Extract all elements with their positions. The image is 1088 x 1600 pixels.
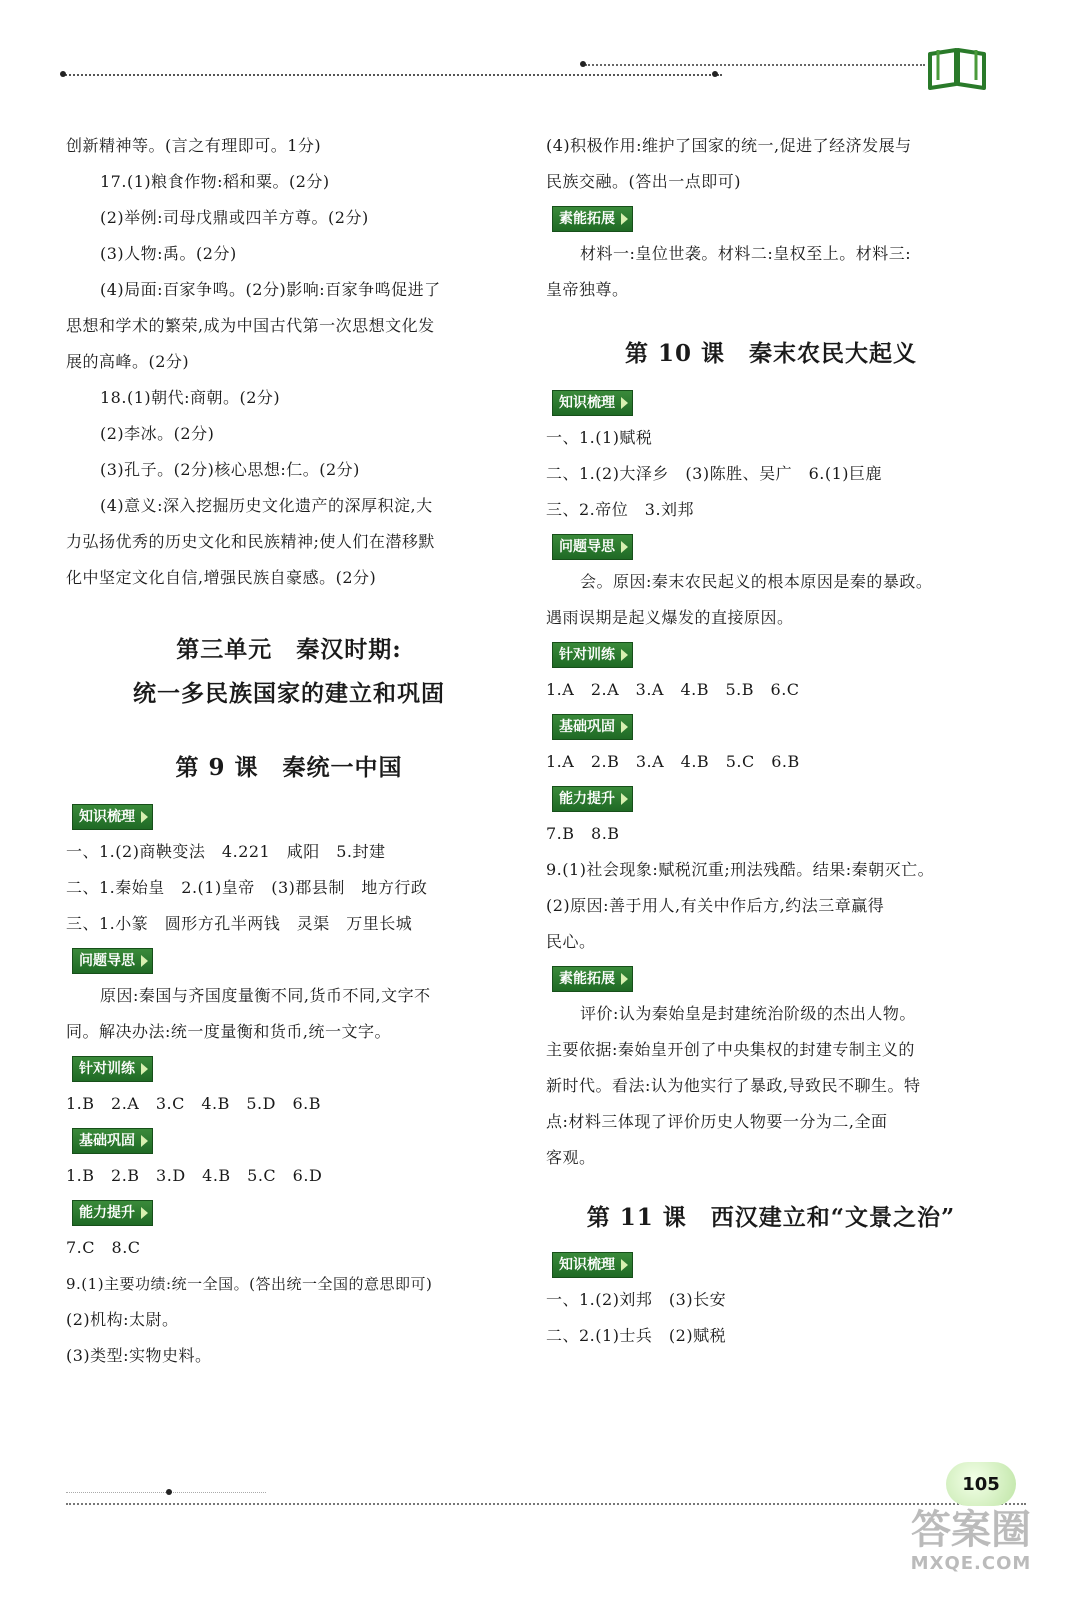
- text-line: 会。原因:秦末农民起义的根本原因是秦的暴政。: [580, 572, 933, 591]
- right-column: [546, 128, 996, 1354]
- text-line: 客观。: [546, 1148, 596, 1167]
- answer-line: 1.B 2.B 3.D 4.B 5.C 6.D: [66, 1166, 323, 1185]
- text-line: 力弘扬优秀的历史文化和民族精神;使人们在潜移默: [66, 532, 435, 551]
- section-tag: 问题导思: [72, 948, 153, 974]
- book-icon: [926, 44, 988, 92]
- text-line: (3)人物:禹。(2分): [100, 244, 237, 263]
- section-tag: 素能拓展: [552, 206, 633, 232]
- text-line: (3)孔子。(2分)核心思想:仁。(2分): [100, 460, 360, 479]
- watermark-bottom: MXQE.COM: [910, 1553, 1032, 1574]
- text-line: 三、1.小篆 圆形方孔半两钱 灵渠 万里长城: [66, 914, 413, 933]
- text-line: 材料一:皇位世袭。材料二:皇权至上。材料三:: [580, 244, 912, 263]
- watermark-top: 答案圈: [911, 1507, 1031, 1553]
- lesson-title: 第 11 课 西汉建立和“文景之治”: [586, 1204, 956, 1231]
- section-tag: 知识梳理: [72, 804, 153, 830]
- footer-dot: [166, 1489, 172, 1495]
- section-tag: 基础巩固: [552, 714, 633, 740]
- text-line: 民心。: [546, 932, 596, 951]
- text-line: (3)类型:实物史料。: [66, 1346, 212, 1365]
- text-line: 一、1.(1)赋税: [546, 428, 653, 447]
- unit-subtitle: 统一多民族国家的建立和巩固: [133, 680, 445, 707]
- text-line: 民族交融。(答出一点即可): [546, 172, 741, 191]
- text-line: 思想和学术的繁荣,成为中国古代第一次思想文化发: [66, 316, 435, 335]
- lesson-title: 第 9 课 秦统一中国: [175, 754, 403, 781]
- text-line: 9.(1)社会现象:赋税沉重;刑法残酷。结果:秦朝灭亡。: [546, 860, 935, 879]
- text-line: 遇雨误期是起义爆发的直接原因。: [546, 608, 794, 627]
- text-line: 皇帝独尊。: [546, 280, 629, 299]
- text-line: 9.(1)主要功绩:统一全国。(答出统一全国的意思即可): [66, 1275, 433, 1293]
- text-line: 一、1.(2)商鞅变法 4.221 咸阳 5.封建: [66, 842, 386, 861]
- text-line: 二、1.(2)大泽乡 (3)陈胜、吴广 6.(1)巨鹿: [546, 464, 883, 483]
- text-line: 化中坚定文化自信,增强民族自豪感。(2分): [66, 568, 377, 587]
- text-line: 同。解决办法:统一度量衡和货币,统一文字。: [66, 1022, 391, 1041]
- header-rule-secondary: [585, 64, 925, 66]
- text-line: 评价:认为秦始皇是封建统治阶级的杰出人物。: [580, 1004, 916, 1023]
- answer-line: 1.B 2.A 3.C 4.B 5.D 6.B: [66, 1094, 321, 1113]
- header-rule: [62, 74, 722, 76]
- unit-title: 第三单元 秦汉时期:: [176, 636, 402, 663]
- text-line: 三、2.帝位 3.刘邦: [546, 500, 695, 519]
- section-tag: 能力提升: [72, 1200, 153, 1226]
- section-tag: 能力提升: [552, 786, 633, 812]
- text-line: (2)举例:司母戊鼎或四羊方尊。(2分): [100, 208, 369, 227]
- text-line: 二、1.秦始皇 2.(1)皇帝 (3)郡县制 地方行政: [66, 878, 428, 897]
- left-column: [66, 128, 512, 1374]
- watermark: [876, 1508, 1066, 1588]
- text-line: 点:材料三体现了评价历史人物要一分为二,全面: [546, 1112, 888, 1131]
- text-line: 一、1.(2)刘邦 (3)长安: [546, 1290, 727, 1309]
- answer-line: 1.A 2.B 3.A 4.B 5.C 6.B: [546, 752, 800, 771]
- footer-rule: [66, 1503, 1026, 1505]
- section-tag: 问题导思: [552, 534, 633, 560]
- section-tag: 针对训练: [552, 642, 633, 668]
- section-tag: 基础巩固: [72, 1128, 153, 1154]
- section-tag: 素能拓展: [552, 966, 633, 992]
- section-tag: 针对训练: [72, 1056, 153, 1082]
- text-line: 18.(1)朝代:商朝。(2分): [100, 388, 281, 407]
- text-line: 创新精神等。(言之有理即可。1分): [66, 136, 322, 155]
- text-line: (4)积极作用:维护了国家的统一,促进了经济发展与: [546, 136, 912, 155]
- answer-line: 7.B 8.B: [546, 824, 620, 843]
- text-line: (2)原因:善于用人,有关中作后方,约法三章赢得: [546, 896, 885, 915]
- text-line: (2)机构:太尉。: [66, 1310, 179, 1329]
- page-number: 105: [946, 1462, 1016, 1506]
- text-line: 主要依据:秦始皇开创了中央集权的封建专制主义的: [546, 1040, 915, 1059]
- section-tag: 知识梳理: [552, 390, 633, 416]
- lesson-title: 第 10 课 秦末农民大起义: [624, 340, 918, 367]
- header-dot: [712, 71, 718, 77]
- header-dot: [580, 61, 586, 67]
- text-line: 17.(1)粮食作物:稻和粟。(2分): [100, 172, 330, 191]
- text-line: 新时代。看法:认为他实行了暴政,导致民不聊生。特: [546, 1076, 921, 1095]
- answer-line: 7.C 8.C: [66, 1238, 141, 1257]
- text-line: (2)李冰。(2分): [100, 424, 215, 443]
- header-dot: [60, 71, 66, 77]
- section-tag: 知识梳理: [552, 1252, 633, 1278]
- text-line: (4)局面:百家争鸣。(2分)影响:百家争鸣促进了: [100, 280, 441, 299]
- text-line: 展的高峰。(2分): [66, 352, 190, 371]
- text-line: 二、2.(1)士兵 (2)赋税: [546, 1326, 727, 1345]
- answer-line: 1.A 2.A 3.A 4.B 5.B 6.C: [546, 680, 800, 699]
- text-line: 原因:秦国与齐国度量衡不同,货币不同,文字不: [100, 986, 431, 1005]
- text-line: (4)意义:深入挖掘历史文化遗产的深厚积淀,大: [100, 496, 433, 515]
